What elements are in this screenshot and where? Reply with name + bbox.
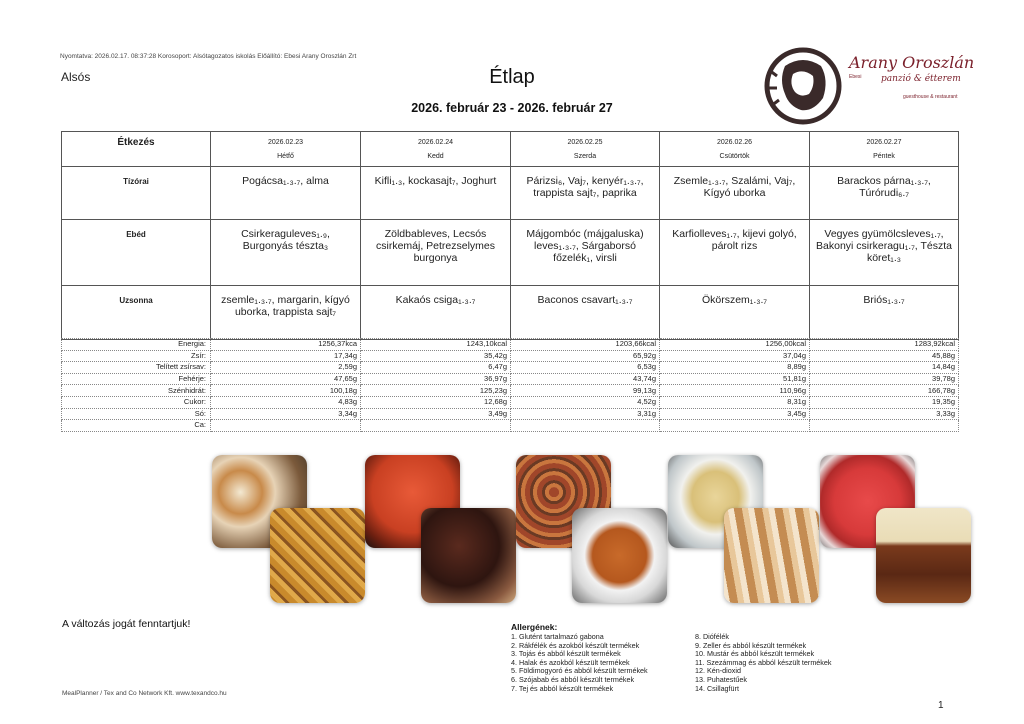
meal-cell: zsemle₁.₃.₇, margarin, kígyó uborka, trappista sajt₇ — [211, 286, 361, 340]
print-info: Nyomtatva: 2026.02.17. 08:37:28 Korosoport: Alsótagozatos iskolás Előállító: Ebesi Arany Oroszlán Zrt — [60, 53, 357, 60]
allergen-item: 9. Zeller és abból készült termékek — [695, 640, 807, 650]
meal-label: Tízórai — [62, 167, 211, 220]
nutrient-value: 17,34g — [211, 350, 361, 362]
allergen-item: 11. Szezámmag és abból készült termékek — [695, 657, 832, 667]
menu-header-row — [62, 132, 959, 167]
nutrient-value: 1203,66kcal — [511, 339, 660, 351]
nutrient-label: Energia: — [62, 339, 211, 351]
day-header-mon — [211, 132, 361, 167]
allergens-list-1 — [511, 633, 648, 693]
nutrient-label: Telített zsírsav: — [62, 362, 211, 374]
nutrient-value: 125,23g — [361, 385, 511, 397]
nutrition-row — [62, 350, 959, 362]
meal-label: Ebéd — [62, 220, 211, 286]
nutrient-value — [511, 420, 660, 432]
allergen-item: 13. Puhatestűek — [695, 674, 747, 684]
meal-cell: Csirkeraguleves₁.₉, Burgonyás tészta₃ — [211, 220, 361, 286]
nutrient-value: 8,89g — [660, 362, 810, 374]
nutrient-value: 1256,00kcal — [660, 339, 810, 351]
age-group-label: Alsós — [61, 70, 91, 84]
day-date: 2026.02.23 — [267, 139, 304, 146]
nutrition-row — [62, 420, 959, 432]
nutrient-value: 35,42g — [361, 350, 511, 362]
meal-cell: Pogácsa₁.₃.₇, alma — [211, 167, 361, 220]
allergens-list-2 — [695, 633, 832, 693]
nutrient-value: 100,18g — [211, 385, 361, 397]
nutrient-value: 166,78g — [810, 385, 959, 397]
allergen-item: 5. Földimogyoró és abból készült termékek — [511, 666, 648, 676]
nutrition-row — [62, 339, 959, 351]
nutrient-value: 1256,37kca — [211, 339, 361, 351]
nutrient-value: 51,81g — [660, 373, 810, 385]
nutrient-label: Zsír: — [62, 350, 211, 362]
food-photo — [421, 508, 516, 603]
meal-cell: Kakaós csiga₁.₃.₇ — [361, 286, 511, 340]
day-name: Hétfő — [277, 153, 294, 160]
nutrient-value: 39,78g — [810, 373, 959, 385]
day-name: Kedd — [427, 153, 444, 160]
page-title: Étlap — [489, 66, 535, 88]
meal-cell: Barackos párna₁.₃.₇, Túrórudi₆.₇ — [810, 167, 959, 220]
nutrient-label: Fehérje: — [62, 373, 211, 385]
day-date: 2026.02.26 — [716, 139, 753, 146]
change-notice: A változás jogát fenntartjuk! — [62, 618, 191, 630]
nutrient-value: 3,45g — [660, 408, 810, 420]
nutrient-value: 3,49g — [361, 408, 511, 420]
meal-row-uzsonna — [62, 286, 959, 340]
nutrient-value: 36,97g — [361, 373, 511, 385]
meal-cell: Vegyes gyümölcsleves₁.₇, Bakonyi csirkeragu₁.₇, Tészta köret₁.₃ — [810, 220, 959, 286]
day-name: Péntek — [873, 153, 895, 160]
nutrient-label: Szénhidrát: — [62, 385, 211, 397]
nutrition-row — [62, 362, 959, 374]
nutrient-label: Cukor: — [62, 396, 211, 408]
nutrient-value: 14,84g — [810, 362, 959, 374]
nutrient-value: 3,33g — [810, 408, 959, 420]
meal-cell: Briós₁.₃.₇ — [810, 286, 959, 340]
meal-label: Uzsonna — [62, 286, 211, 340]
allergen-item: 8. Diófélék — [695, 632, 729, 641]
meal-cell: Zöldbableves, Lecsós csirkemáj, Petrezselymes burgonya — [361, 220, 511, 286]
nutrient-value: 19,35g — [810, 396, 959, 408]
nutrient-value: 37,04g — [660, 350, 810, 362]
allergen-item: 7. Tej és abból készült termékek — [511, 683, 614, 693]
nutrient-value: 47,65g — [211, 373, 361, 385]
nutrition-row — [62, 408, 959, 420]
day-date: 2026.02.24 — [417, 139, 454, 146]
allergen-item: 12. Kén-dioxid — [695, 666, 741, 676]
allergen-item: 4. Halak és azokból készült termékek — [511, 657, 630, 667]
credit-line: MealPlanner / Tex and Co Network Kft. www.texandco.hu — [62, 690, 227, 697]
meal-cell: Baconos csavart₁.₃.₇ — [511, 286, 660, 340]
meal-row-ebed — [62, 220, 959, 286]
day-header-thu — [660, 132, 810, 167]
logo-sub-text: panzió & étterem — [881, 74, 961, 84]
nutrient-value: 110,96g — [660, 385, 810, 397]
allergens-title: Allergének: — [511, 622, 558, 632]
allergen-item: 6. Szójabab és abból készült termékek — [511, 674, 635, 684]
day-header-tue — [361, 132, 511, 167]
menu-table — [61, 131, 959, 340]
nutrition-row — [62, 396, 959, 408]
nutrient-value: 12,68g — [361, 396, 511, 408]
nutrient-value: 65,92g — [511, 350, 660, 362]
nutrient-label: Ca: — [62, 420, 211, 432]
nutrient-value: 6,53g — [511, 362, 660, 374]
nutrient-value: 1243,10kcal — [361, 339, 511, 351]
nutrient-value: 8,31g — [660, 396, 810, 408]
nutrient-label: Só: — [62, 408, 211, 420]
day-date: 2026.02.27 — [866, 139, 902, 146]
nutrient-value — [211, 420, 361, 432]
meal-column-header: Étkezés — [62, 132, 211, 167]
nutrition-row — [62, 373, 959, 385]
allergen-item: 2. Rákfélék és azokból készült termékek — [511, 640, 640, 650]
day-date: 2026.02.25 — [567, 139, 603, 146]
nutrient-value: 3,31g — [511, 408, 660, 420]
meal-cell: Ökörszem₁.₃.₇ — [660, 286, 810, 340]
nutrient-value: 2,59g — [211, 362, 361, 374]
meal-cell: Májgombóc (májgaluska) leves₁.₃.₇, Sárgaborsó főzelék₁, virsli — [511, 220, 660, 286]
nutrient-value: 4,83g — [211, 396, 361, 408]
nutrition-row — [62, 385, 959, 397]
restaurant-logo — [763, 46, 975, 126]
nutrient-value: 3,34g — [211, 408, 361, 420]
allergen-item: 3. Tojás és abból készült termékek — [511, 649, 621, 659]
date-range: 2026. február 23 - 2026. február 27 — [411, 101, 613, 115]
food-photo — [270, 508, 365, 603]
logo-pre-text: Ebesi — [849, 74, 862, 80]
food-photo — [572, 508, 667, 603]
nutrient-value: 6,47g — [361, 362, 511, 374]
day-header-fri — [810, 132, 959, 167]
meal-cell: Karfiolleves₁.₇, kijevi golyó, párolt rizs — [660, 220, 810, 286]
logo-tagline: guesthouse & restaurant — [903, 94, 958, 100]
nutrient-value — [660, 420, 810, 432]
nutrient-value — [361, 420, 511, 432]
lion-head-icon — [763, 46, 843, 126]
nutrient-value: 45,88g — [810, 350, 959, 362]
nutrient-value: 1283,92kcal — [810, 339, 959, 351]
nutrient-value: 43,74g — [511, 373, 660, 385]
allergen-item: 10. Mustár és abból készült termékek — [695, 649, 815, 659]
meal-cell: Zsemle₁.₃.₇, Szalámi, Vaj₇, Kígyó uborka — [660, 167, 810, 220]
meal-cell: Párizsi₆, Vaj₇, kenyér₁.₃.₇, trappista sajt₇, paprika — [511, 167, 660, 220]
food-photo — [724, 508, 819, 603]
food-photo — [876, 508, 971, 603]
day-name: Csütörtök — [719, 153, 750, 160]
logo-main-text: Arany Oroszlán — [849, 53, 975, 72]
day-name: Szerda — [573, 153, 597, 160]
allergen-item: 14. Csillagfürt — [695, 683, 739, 693]
nutrient-value: 99,13g — [511, 385, 660, 397]
meal-row-tizorai — [62, 167, 959, 220]
day-header-wed — [511, 132, 660, 167]
meal-cell: Kifli₁.₃, kockasajt₇, Joghurt — [361, 167, 511, 220]
allergen-item: 1. Glutént tartalmazó gabona — [511, 632, 604, 641]
page-number: 1 — [938, 700, 944, 711]
nutrient-value: 4,52g — [511, 396, 660, 408]
nutrient-value — [810, 420, 959, 432]
nutrition-table — [61, 338, 959, 432]
